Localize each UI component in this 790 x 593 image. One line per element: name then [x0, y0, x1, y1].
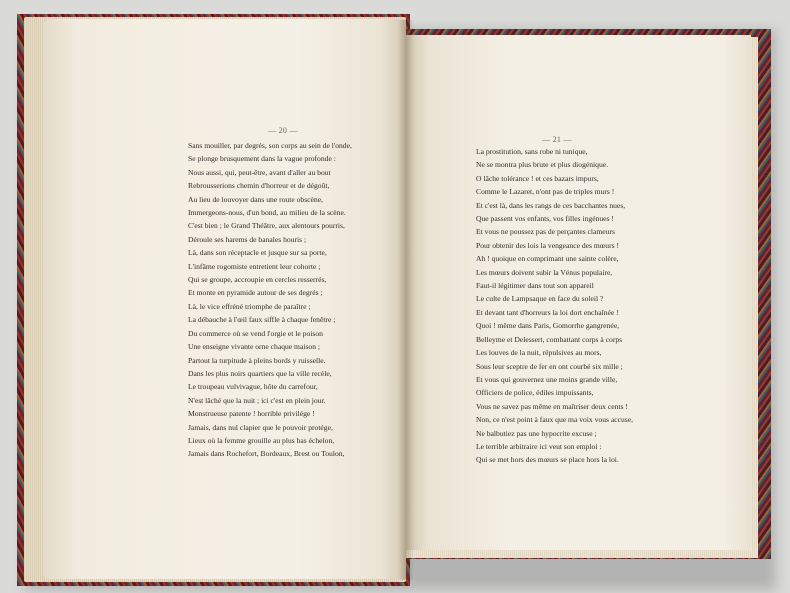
left-page-poem: [188, 139, 352, 461]
poem-line: Là, le vice effréné triomphe de paraître ;: [188, 301, 311, 311]
poem-line: Qui se groupe, accroupie en cercles resserrés,: [188, 275, 327, 285]
poem-line: Là, dans son réceptacle et jusque sur sa porte,: [188, 248, 327, 258]
poem-line: Et monte en pyramide autour de ses degrés ;: [188, 288, 323, 298]
right-page-number: — 21 —: [542, 135, 572, 144]
poem-line: Au lieu de louvoyer dans une route obscène,: [188, 194, 323, 204]
poem-line: Nous aussi, qui, peut-être, avant d'aller au bout: [188, 167, 331, 177]
poem-line: Ne se montra plus brute et plus diogénique.: [476, 160, 609, 170]
poem-line: Sans mouiller, par degrés, son corps au sein de l'onde,: [188, 141, 352, 150]
poem-line: Que passent vos enfants, vos filles ingénues !: [476, 214, 614, 224]
poem-line: La débauche à l'œil faux siffle à chaque fenêtre ;: [188, 315, 336, 325]
poem-line: Belleyme et Delessert, combattant corps à corps: [476, 334, 623, 344]
poem-line: Dans les plus noirs quartiers que la ville recèle,: [188, 368, 332, 378]
poem-line: Les mœurs doivent subir la Vénus populaire,: [476, 267, 613, 277]
right-page-poem: [476, 145, 633, 467]
poem-line: Le culte de Lampsaque en face du soleil ?: [476, 294, 604, 304]
poem-line: Comme le Lazaret, n'ont pas de triples murs !: [476, 187, 615, 197]
poem-line: Et vous ne poussez pas de perçantes clameurs: [476, 227, 615, 237]
poem-line: Officiers de police, édiles impuissants,: [476, 388, 594, 398]
poem-line: Rebrousserions chemin d'horreur et de dégoût,: [188, 181, 330, 191]
left-page-number: — 20 —: [268, 126, 298, 135]
poem-line: Pour obtenir des lois la vengeance des mœurs !: [476, 240, 619, 250]
poem-line: Monstrueuse patente ! horrible privilége !: [188, 409, 315, 419]
poem-line: Lieux où la femme grouille au plus bas échelon,: [188, 435, 335, 445]
poem-line: Non, ce n'est point à faux que ma voix vous accuse,: [476, 415, 633, 425]
poem-line: Le terrible arbitraire ici veut son emploi :: [476, 441, 602, 451]
poem-line: Sous leur sceptre de fer en ont courbé six mille ;: [476, 361, 623, 371]
poem-line: Ah ! quoique en comprimant une sainte colère,: [476, 254, 619, 264]
poem-line: Une enseigne vivante orne chaque maison ;: [188, 342, 321, 352]
book-gutter: [398, 20, 414, 580]
poem-line: Partout la turpitude à pleins bords y ruisselle.: [188, 355, 326, 365]
poem-line: Faut-il légitimer dans tout son appareil: [476, 281, 594, 291]
poem-line: Du commerce où se vend l'orgie et le poison: [188, 328, 323, 338]
poem-line: Vous ne savez pas même en maîtriser deux cents !: [476, 401, 628, 411]
poem-line: Se plonge brusquement dans la vague profonde :: [188, 154, 336, 164]
right-page: [406, 35, 751, 550]
poem-line: N'est lâché que la nuit ; ici c'est en plein jour.: [188, 395, 326, 405]
poem-line: Et c'est là, dans les rangs de ces bacchantes nues,: [476, 200, 626, 210]
poem-line: L'infâme rogomiste entretient leur cohorte ;: [188, 261, 321, 271]
left-page: [44, 19, 406, 579]
poem-line: Déroule ses harems de banales houris ;: [188, 234, 307, 244]
poem-line: Et vous qui gouvernez une moins grande ville,: [476, 374, 618, 384]
poem-line: Et devant tant d'horreurs la loi dort enchaînée !: [476, 307, 619, 317]
poem-line: Immergeons-nous, d'un bond, au milieu de la scène.: [188, 208, 346, 218]
poem-line: Jamais dans Rochefort, Bordeaux, Brest ou Toulon,: [188, 449, 345, 459]
poem-line: Jamais, dans nul clapier que le pouvoir protége,: [188, 422, 333, 432]
poem-line: Le troupeau vulvivague, hôte du carrefour,: [188, 382, 318, 392]
poem-line: Les louves de la nuit, répulsives au mors,: [476, 348, 602, 358]
poem-line: C'est bien ; le Grand Théâtre, aux alentours pourris,: [188, 221, 345, 231]
poem-line: Quoi ! même dans Paris, Gomorrhe gangrenée,: [476, 321, 619, 331]
poem-line: O lâche tolérance ! et ces bazars impurs,: [476, 173, 599, 183]
poem-line: Ne balbutiez pas une hypocrite excuse ;: [476, 428, 597, 438]
poem-line: La prostitution, sans robe ni tunique,: [476, 147, 588, 156]
poem-line: Qui se met hors des mœurs se place hors la loi.: [476, 455, 619, 465]
